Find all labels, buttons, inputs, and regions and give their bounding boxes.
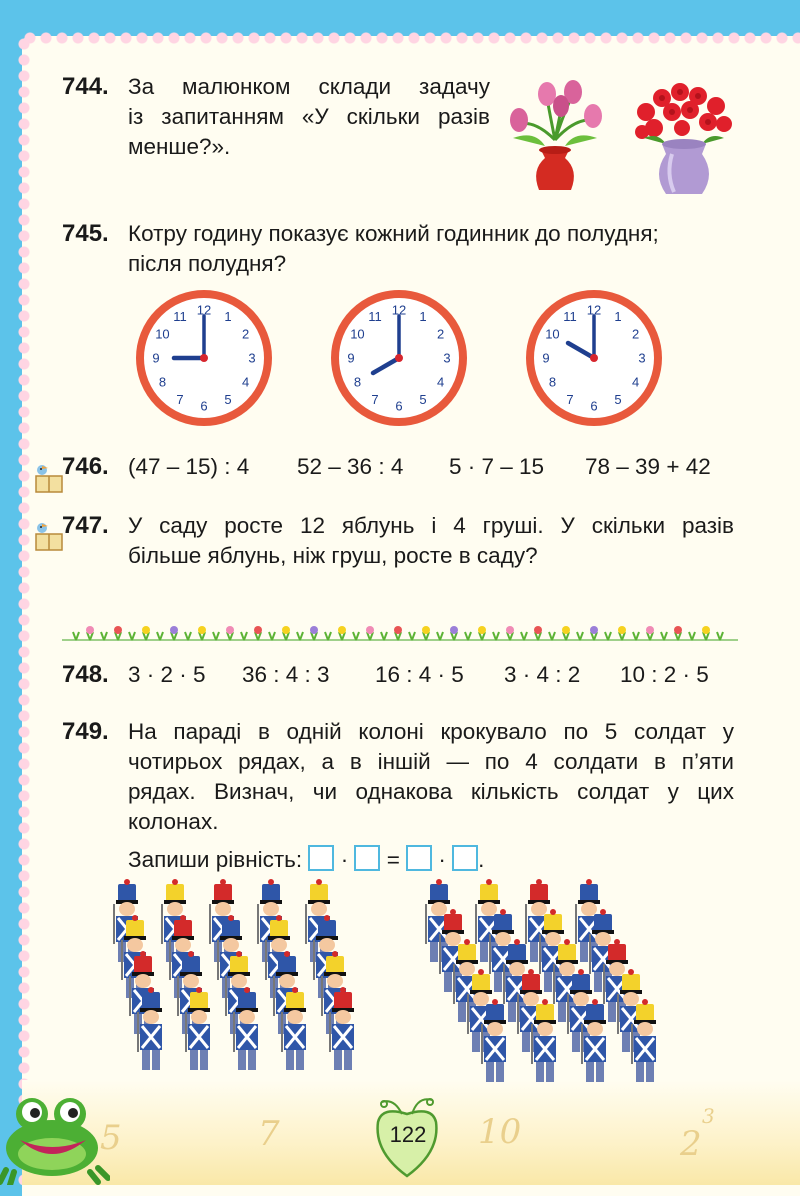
bg-digit: 2 [680, 1124, 702, 1164]
grass-blade [101, 632, 107, 640]
strip-flower [338, 626, 346, 634]
equality-label: Запиши рівність: [128, 847, 303, 872]
task-number: 744. [62, 73, 109, 100]
clock-number: 10 [350, 326, 365, 342]
strip-flower [702, 626, 710, 634]
clock-number: 4 [436, 374, 445, 390]
clock-number: 8 [548, 374, 557, 390]
grass-blade [605, 632, 611, 640]
grass-blade [521, 632, 527, 640]
expression: 52 – 36 : 4 [297, 454, 404, 479]
task-text [128, 717, 734, 875]
expression: 78 – 39 + 42 [585, 454, 711, 479]
strip-flower [590, 626, 598, 634]
strip-flower [394, 626, 402, 634]
strip-flower [674, 626, 682, 634]
clock-number: 1 [224, 308, 232, 324]
clock-number: 10 [155, 326, 170, 342]
expression: (47 – 15) : 4 [128, 454, 250, 479]
strip-flower [422, 626, 430, 634]
grass-blade [717, 632, 723, 640]
equals-sign: = [386, 847, 400, 872]
clock-center [395, 354, 403, 362]
grass-blade [157, 632, 163, 640]
expression: 5 · 7 – 15 [449, 454, 545, 479]
grass-blade [213, 632, 219, 640]
clock-number: 5 [224, 392, 232, 408]
strip-flower [366, 626, 374, 634]
clock-number: 9 [347, 350, 355, 366]
clock-number: 9 [542, 350, 550, 366]
clock-number: 7 [566, 392, 574, 408]
task-line: Котру годину показує кожний годинник до полудня; [128, 221, 659, 246]
strip-flower [310, 626, 318, 634]
frog-mascot-image [0, 1070, 110, 1185]
strip-flower [478, 626, 486, 634]
expression: 36 : 4 : 3 [242, 662, 330, 687]
clock-number: 2 [436, 326, 445, 342]
task-line: На параді в одній колоні крокувало по 5 солдат у [128, 719, 734, 744]
grass-blade [689, 632, 695, 640]
grass-blade [297, 632, 303, 640]
clock-number: 11 [173, 308, 187, 324]
clock-number: 5 [419, 392, 427, 408]
clock-number: 7 [176, 392, 184, 408]
task-number: 747. [62, 512, 109, 539]
soldier-column-2-image [420, 878, 710, 1090]
task-line: У саду росте 12 яблунь і 4 груші. У скільки разів [128, 513, 734, 538]
clock-number: 11 [563, 308, 577, 324]
strip-flower [142, 626, 150, 634]
answer-box[interactable] [308, 845, 334, 871]
expression: 10 : 2 · 5 [620, 662, 709, 687]
clock-number: 12 [196, 302, 212, 318]
strip-flower [114, 626, 122, 634]
bg-digit: 3 [702, 1104, 715, 1128]
book-bird-icon [30, 462, 66, 496]
grass-blade [129, 632, 135, 640]
clock-number: 7 [371, 392, 379, 408]
strip-flower [86, 626, 94, 634]
task-text [128, 511, 734, 571]
expression: 16 : 4 · 5 [375, 662, 464, 687]
task-line: чотирьох рядах, а в іншій — по 4 солдати в п’яти [128, 749, 734, 774]
tulips-in-red-vase-image [505, 80, 605, 200]
dot-sign: · [438, 847, 446, 872]
strip-flower [198, 626, 206, 634]
clock-number: 5 [614, 392, 622, 408]
roses-in-purple-vase-image [632, 82, 736, 200]
task-number: 748. [62, 661, 109, 688]
clock-number: 1 [419, 308, 427, 324]
clock-center [590, 354, 598, 362]
strip-flower [562, 626, 570, 634]
clock-number: 4 [241, 374, 250, 390]
task-text [128, 72, 490, 162]
period-sign: . [478, 847, 485, 872]
expression: 3 · 2 · 5 [128, 662, 206, 687]
clock-1 [134, 288, 274, 428]
strip-flower [254, 626, 262, 634]
clock-number: 11 [368, 308, 382, 324]
clock-number: 3 [248, 350, 256, 366]
clock-number: 3 [638, 350, 646, 366]
grass-blade [409, 632, 415, 640]
soldier-column-1-image [108, 878, 388, 1078]
bg-digit: 10 [478, 1112, 522, 1152]
grass-blade [353, 632, 359, 640]
grass-blade [577, 632, 583, 640]
strip-flower [646, 626, 654, 634]
task-line: більше яблунь, ніж груш, росте в саду? [128, 543, 538, 568]
decorative-flower-strip [62, 610, 738, 650]
grass-blade [465, 632, 471, 640]
answer-box[interactable] [452, 845, 478, 871]
grass-blade [269, 632, 275, 640]
strip-flower [506, 626, 514, 634]
clock-number: 12 [391, 302, 407, 318]
task-number: 745. [62, 220, 109, 247]
task-number: 746. [62, 453, 109, 480]
dot-sign: · [340, 847, 349, 872]
grass-blade [325, 632, 331, 640]
clock-number: 2 [241, 326, 250, 342]
clock-2 [329, 288, 469, 428]
clock-number: 12 [586, 302, 602, 318]
task-line: менше?». [128, 134, 231, 159]
clock-number: 1 [614, 308, 622, 324]
grass-blade [381, 632, 387, 640]
strip-flower [170, 626, 178, 634]
task-line: після полудня? [128, 251, 287, 276]
clock-number: 6 [590, 398, 598, 414]
page-number: 122 [389, 1122, 427, 1147]
grass-blade [185, 632, 191, 640]
grass-blade [633, 632, 639, 640]
clock-number: 4 [631, 374, 640, 390]
grass-blade [73, 632, 79, 640]
clock-number: 8 [158, 374, 167, 390]
grass-blade [493, 632, 499, 640]
bg-digit: 5 [100, 1118, 122, 1158]
clock-number: 10 [545, 326, 560, 342]
clock-number: 9 [152, 350, 160, 366]
grass-blade [661, 632, 667, 640]
task-line: колонах. [128, 809, 219, 834]
clock-number: 3 [443, 350, 451, 366]
grass-blade [437, 632, 443, 640]
strip-flower [450, 626, 458, 634]
clock-center [200, 354, 208, 362]
task-line: рядах. Визнач, чи однакова кількість солдат у цих [128, 779, 734, 804]
answer-box[interactable] [406, 845, 432, 871]
grass-blade [549, 632, 555, 640]
strip-flower [226, 626, 234, 634]
expression: 3 · 4 : 2 [504, 662, 581, 687]
clock-number: 6 [395, 398, 403, 414]
answer-box[interactable] [354, 845, 380, 871]
decorative-scallop-top [22, 28, 800, 44]
strip-flower [534, 626, 542, 634]
grass-blade [241, 632, 247, 640]
task-number: 749. [62, 718, 109, 745]
strip-flower [618, 626, 626, 634]
equality-line [128, 845, 734, 875]
task-line: із запитанням «У скільки разів [128, 104, 490, 129]
decorative-scallop-left [14, 36, 30, 1185]
bg-digit: 7 [258, 1114, 280, 1154]
book-bird-icon [30, 520, 66, 554]
clock-number: 8 [353, 374, 362, 390]
task-text [128, 219, 738, 279]
clock-number: 2 [631, 326, 640, 342]
clock-number: 6 [200, 398, 208, 414]
task-line: За малюнком склади задачу [128, 74, 490, 99]
strip-flower [282, 626, 290, 634]
clock-3 [524, 288, 664, 428]
